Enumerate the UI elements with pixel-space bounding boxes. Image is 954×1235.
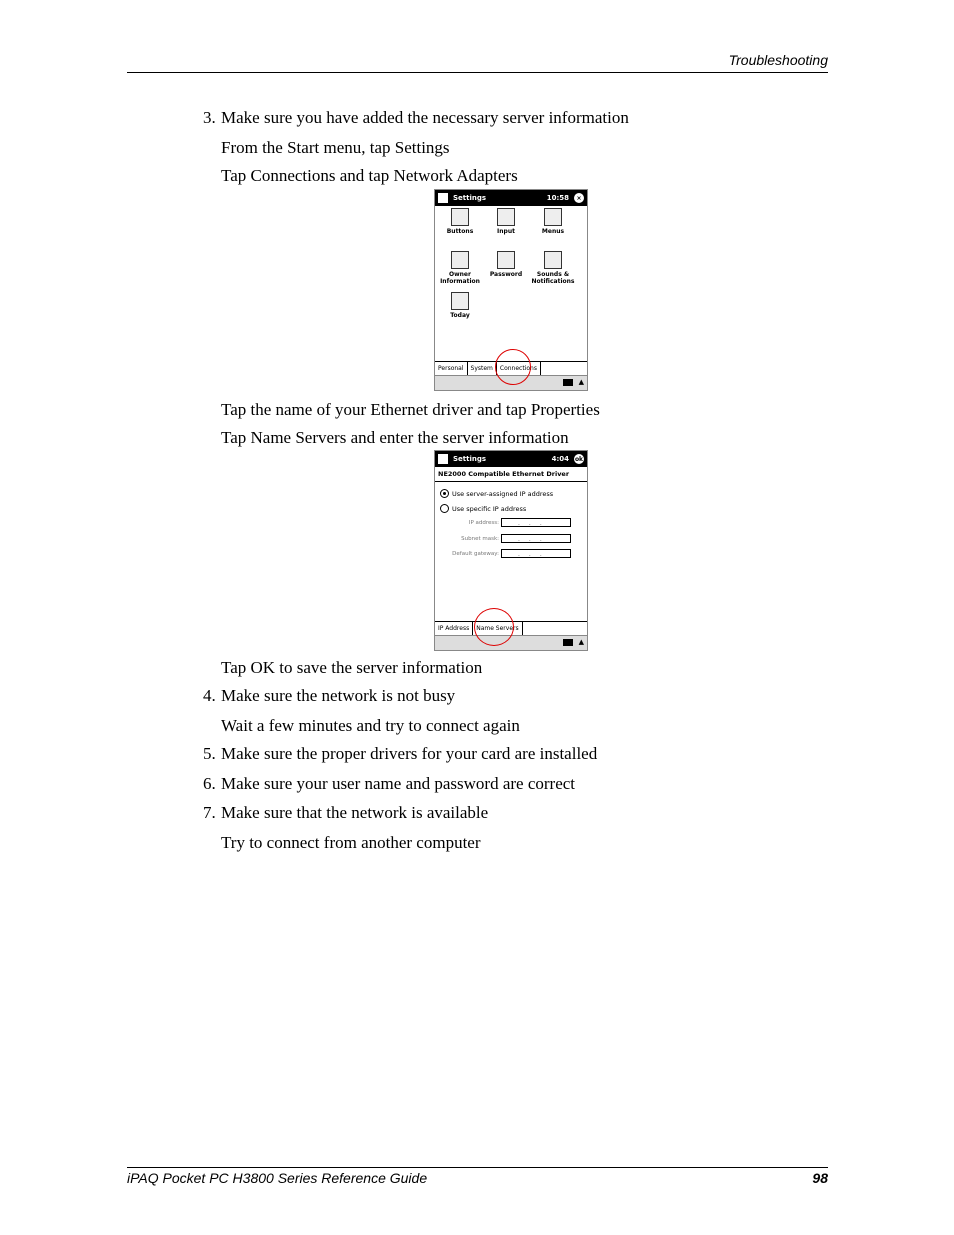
owner-information-icon: Owner Information bbox=[435, 251, 485, 285]
default-gateway-field: ... bbox=[501, 549, 571, 558]
tab-system: System bbox=[468, 362, 497, 376]
password-icon: Password bbox=[481, 251, 531, 278]
substep-text: Tap Connections and tap Network Adapters bbox=[221, 166, 518, 185]
close-icon: × bbox=[574, 193, 584, 203]
radio-selected-icon bbox=[440, 489, 449, 498]
step-number: 3. bbox=[203, 108, 216, 127]
running-header: Troubleshooting bbox=[728, 52, 828, 68]
clock: 10:58 bbox=[546, 194, 569, 202]
command-bar bbox=[435, 635, 587, 650]
buttons-icon: Buttons bbox=[435, 208, 485, 235]
substep-text: Try to connect from another computer bbox=[221, 833, 481, 852]
keyboard-icon bbox=[563, 639, 573, 646]
header-rule bbox=[127, 72, 828, 73]
step-number: 5. bbox=[203, 744, 216, 763]
window-title: Settings bbox=[453, 455, 487, 463]
substep-text: From the Start menu, tap Settings bbox=[221, 138, 450, 157]
window-title: Settings bbox=[453, 194, 487, 202]
step-number: 4. bbox=[203, 686, 216, 705]
tab-connections: Connections bbox=[497, 362, 541, 376]
subnet-mask-field: ... bbox=[501, 534, 571, 543]
page-number: 98 bbox=[812, 1170, 828, 1186]
clock: 4:04 bbox=[551, 455, 569, 463]
settings-screenshot bbox=[434, 189, 588, 391]
radio-server-assigned: Use server-assigned IP address bbox=[440, 489, 553, 498]
highlight-circle bbox=[474, 608, 514, 646]
ethernet-driver-screenshot: Settings 4:04 ok NE2000 Compatible Ethernet Driver Use server-assigned IP address Use specific IP address IP address: ... Subnet mask: ... Default gateway: ... IP Address Name Servers ▲ bbox=[434, 450, 588, 651]
up-arrow-icon: ▲ bbox=[578, 638, 584, 646]
step-text: Make sure the network is not busy bbox=[221, 686, 456, 705]
footer-title: iPAQ Pocket PC H3800 Series Reference Guide bbox=[127, 1170, 428, 1186]
substep-text: Tap Name Servers and enter the server information bbox=[221, 428, 569, 447]
substep-text: Tap the name of your Ethernet driver and tap Properties bbox=[221, 400, 600, 419]
step-text: Make sure the proper drivers for your card are installed bbox=[221, 744, 598, 763]
ip-address-field: ... bbox=[501, 518, 571, 527]
driver-name: NE2000 Compatible Ethernet Driver bbox=[435, 467, 587, 482]
step-number: 6. bbox=[203, 774, 216, 793]
input-icon: Input bbox=[481, 208, 531, 235]
substep-text: Wait a few minutes and try to connect again bbox=[221, 716, 520, 735]
radio-specific: Use specific IP address bbox=[440, 504, 526, 513]
title-bar bbox=[435, 190, 587, 206]
tab-name-servers: Name Servers bbox=[473, 622, 522, 636]
substep-text: Tap OK to save the server information bbox=[221, 658, 483, 677]
tab-ip-address: IP Address bbox=[435, 622, 473, 636]
up-arrow-icon: ▲ bbox=[578, 378, 584, 386]
step-text: Make sure that the network is available bbox=[221, 803, 489, 822]
today-icon: Today bbox=[435, 292, 485, 319]
tab-personal: Personal bbox=[435, 362, 468, 376]
title-bar bbox=[435, 451, 587, 467]
footer-rule bbox=[127, 1167, 828, 1168]
step-text: Make sure your user name and password are correct bbox=[221, 774, 576, 793]
keyboard-icon bbox=[563, 379, 573, 386]
start-flag-icon bbox=[438, 193, 448, 203]
sounds-icon: Sounds & Notifications bbox=[528, 251, 578, 285]
step-text: Make sure you have added the necessary server information bbox=[221, 108, 629, 127]
radio-empty-icon bbox=[440, 504, 449, 513]
start-flag-icon bbox=[438, 454, 448, 464]
step-number: 7. bbox=[203, 803, 216, 822]
menus-icon: Menus bbox=[528, 208, 578, 235]
highlight-circle bbox=[495, 349, 531, 385]
ok-button: ok bbox=[574, 455, 584, 463]
